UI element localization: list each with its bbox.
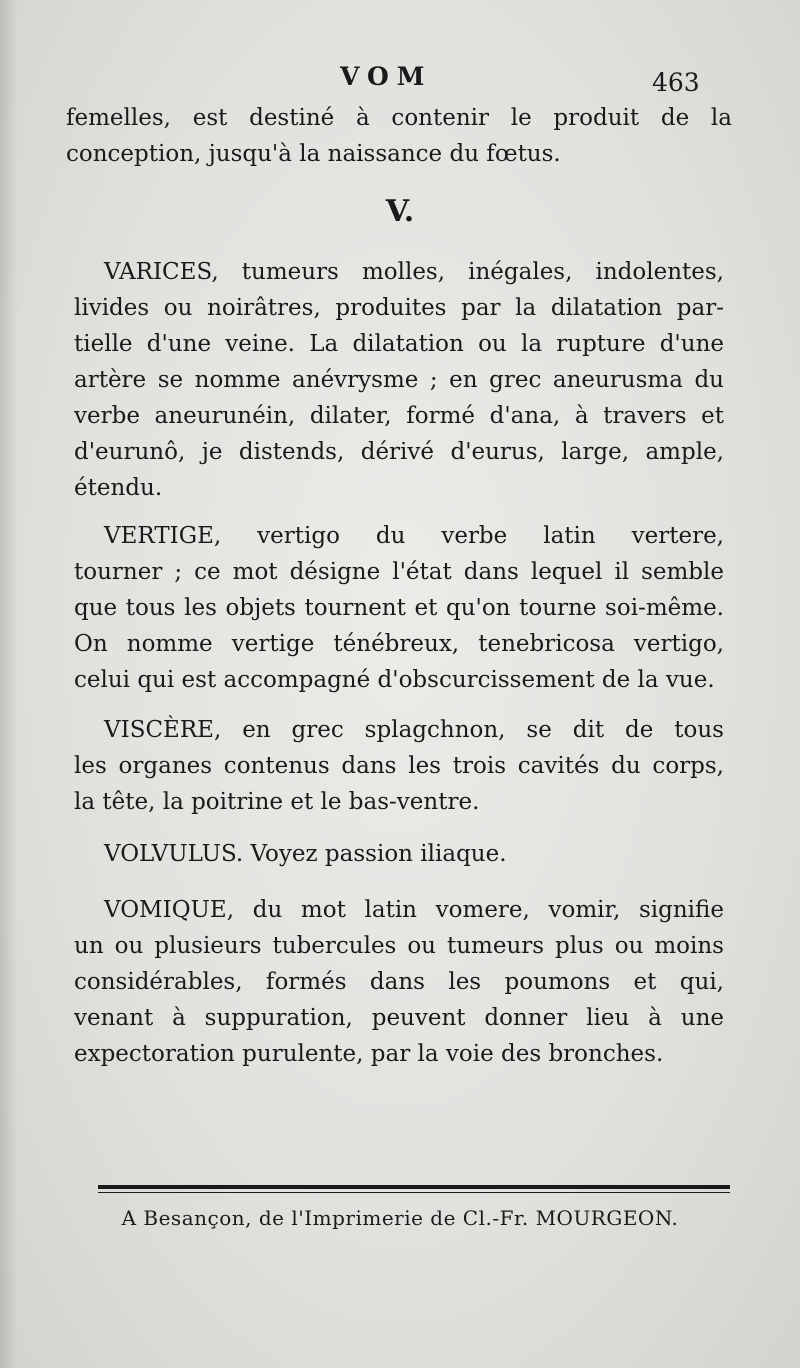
text-line: artère se nomme anévrysme ; en grec aneurusma du [74,367,724,393]
text-line: celui qui est accompagné d'obscurcissement de la vue. [74,667,715,693]
running-title: VOM [340,62,433,91]
intro-paragraph [66,100,732,172]
text-line: les organes contenus dans les trois cavités du corps, [74,753,724,779]
footer-rule [98,1185,730,1189]
text-line: que tous les objets tournent et qu'on tourne soi-même. [74,595,724,621]
entry-varices [74,254,724,506]
text-line: VOLVULUS. Voyez passion iliaque. [104,841,507,867]
running-head [0,62,800,102]
text-line: livides ou noirâtres, produites par la dilatation par- [74,295,724,321]
text-line: VARICES, tumeurs molles, inégales, indolentes, [104,259,724,285]
text-line: étendu. [74,475,163,501]
text-line: verbe aneurunéin, dilater, formé d'ana, à travers et [74,403,724,429]
entry-viscere [74,712,724,820]
printer-imprint: A Besançon, de l'Imprimerie de Cl.-Fr. MOURGEON. [121,1206,679,1230]
entry-volvulus [74,836,724,872]
text-line: la tête, la poitrine et le bas-ventre. [74,789,480,815]
page-number: 463 [652,68,700,97]
section-heading: V. [385,194,415,229]
text-line: un ou plusieurs tubercules ou tumeurs plus ou moins [74,933,724,959]
text-line: femelles, est destiné à contenir le produit de la [66,105,732,131]
text-line: tourner ; ce mot désigne l'état dans lequel il semble [74,559,724,585]
text-line: venant à suppuration, peuvent donner lieu à une [74,1005,724,1031]
text-line: tielle d'une veine. La dilatation ou la rupture d'une [74,331,724,357]
footer-rule-thin [98,1192,730,1193]
text-line: VISCÈRE, en grec splagchnon, se dit de tous [104,717,724,743]
text-line: conception, jusqu'à la naissance du fœtus. [66,141,561,167]
text-line: VERTIGE, vertigo du verbe latin vertere, [104,523,724,549]
entry-vertige [74,518,724,698]
entry-vomique [74,892,724,1072]
text-line: d'eurunô, je distends, dérivé d'eurus, large, ample, [74,439,724,465]
text-line: expectoration purulente, par la voie des bronches. [74,1041,664,1067]
text-line: VOMIQUE, du mot latin vomere, vomir, signifie [104,897,724,923]
text-line: On nomme vertige ténébreux, tenebricosa vertigo, [74,631,724,657]
text-line: considérables, formés dans les poumons et qui, [74,969,724,995]
